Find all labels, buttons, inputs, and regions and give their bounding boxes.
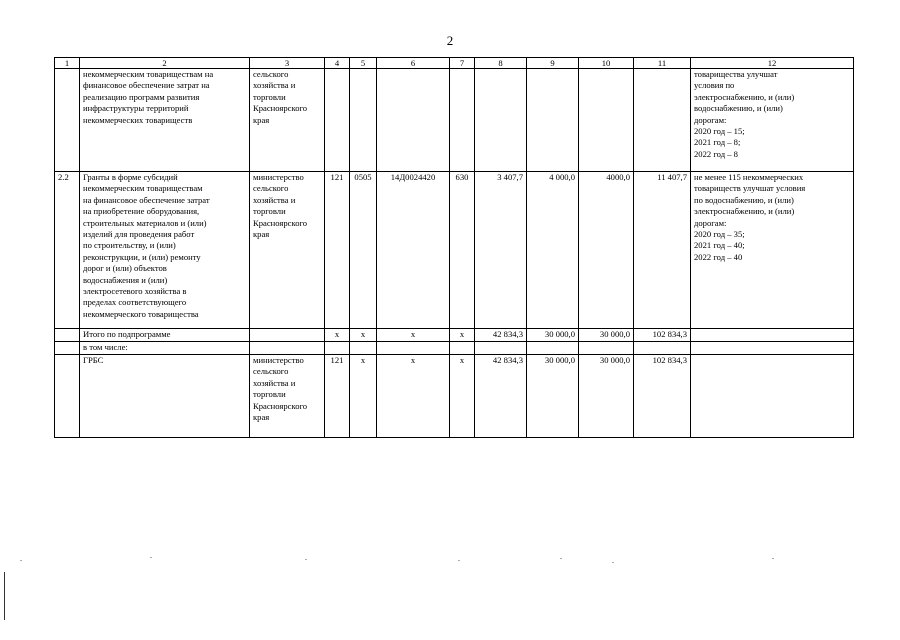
cell-c8: 42 834,3 (475, 355, 527, 438)
cell-c5: x (350, 355, 377, 438)
cell-number: 2.2 (55, 172, 80, 329)
cell-organization-line: Красноярского (253, 103, 308, 114)
cell-description-line: Гранты в форме субсидий (83, 172, 178, 182)
cell-c6: x (377, 329, 450, 342)
cell-c6 (377, 69, 450, 172)
table-row-including (55, 342, 854, 355)
cell-number (55, 329, 80, 342)
cell-c11 (634, 69, 691, 172)
header-cell: 7 (450, 58, 475, 69)
cell-c8: 42 834,3 (475, 329, 527, 342)
cell-number (55, 355, 80, 438)
scan-speck (458, 560, 460, 561)
cell-organization-line: министерство (253, 355, 304, 365)
cell-c11: 102 834,3 (634, 329, 691, 342)
header-row (55, 58, 854, 69)
cell-result-line: 2022 год – 40 (694, 251, 743, 262)
cell-organization (250, 342, 325, 355)
cell-organization-line: сельского (253, 366, 289, 377)
cell-result (691, 342, 854, 355)
cell-result (691, 172, 854, 329)
cell-result-line: 2020 год – 15; (694, 126, 745, 137)
header-cell: 8 (475, 58, 527, 69)
cell-organization-line: сельского (253, 69, 289, 79)
header-cell: 10 (579, 58, 634, 69)
table-row-grbs (55, 355, 854, 438)
cell-result-line: 2021 год – 40; (694, 240, 745, 251)
header-cell: 6 (377, 58, 450, 69)
cell-description-line: ГРБС (83, 355, 104, 365)
cell-description (80, 355, 250, 438)
cell-organization-line: края (253, 229, 270, 240)
cell-c7 (450, 69, 475, 172)
cell-result (691, 69, 854, 172)
cell-description (80, 172, 250, 329)
cell-c4 (325, 69, 350, 172)
cell-c4: x (325, 329, 350, 342)
cell-organization-line: Красноярского (253, 400, 308, 411)
cell-result-line: 2021 год – 8; (694, 137, 741, 148)
cell-c10: 4000,0 (579, 172, 634, 329)
cell-result-line: 2020 год – 35; (694, 229, 745, 240)
cell-c4: 121 (325, 355, 350, 438)
cell-description-line: реализацию программ развития (83, 91, 200, 102)
cell-description (80, 69, 250, 172)
cell-description-line: в том числе: (83, 342, 128, 352)
cell-c5 (350, 342, 377, 355)
page-number: 2 (446, 33, 454, 48)
cell-number (55, 342, 80, 355)
cell-c7: x (450, 329, 475, 342)
cell-c8 (475, 342, 527, 355)
cell-description-line: некоммерческим товариществам на (83, 69, 214, 79)
cell-result-line: 2022 год – 8 (694, 148, 738, 159)
scan-speck (150, 557, 152, 558)
cell-organization-line: торговли (253, 91, 286, 102)
cell-c11: 11 407,7 (634, 172, 691, 329)
cell-result-line: водоснабжению, и (или) (694, 103, 783, 114)
cell-description-line: на финансовое обеспечение затрат (83, 194, 210, 205)
cell-number (55, 69, 80, 172)
cell-organization-line: хозяйства и (253, 194, 296, 205)
cell-c7: 630 (450, 172, 475, 329)
table-row-row-2-2 (55, 172, 854, 329)
cell-description-line: некоммерческим товариществам (83, 183, 203, 194)
scan-speck (772, 558, 774, 559)
cell-description (80, 342, 250, 355)
cell-c5: 0505 (350, 172, 377, 329)
cell-organization-line: хозяйства и (253, 80, 296, 91)
header-cell: 4 (325, 58, 350, 69)
cell-description-line: некоммерческих товариществ (83, 114, 193, 125)
cell-c6: 14Д0024420 (377, 172, 450, 329)
cell-c10 (579, 342, 634, 355)
cell-result (691, 355, 854, 438)
cell-organization-line: сельского (253, 183, 289, 194)
cell-description-line: некоммерческого товарищества (83, 308, 199, 319)
cell-organization-line: торговли (253, 389, 286, 400)
scan-speck (20, 560, 22, 561)
cell-organization (250, 69, 325, 172)
cell-result-line: товариществ улучшат условия (694, 183, 806, 194)
cell-result-line: электроснабжению, и (или) (694, 206, 795, 217)
cell-result-line: электроснабжению, и (или) (694, 91, 795, 102)
cell-c6 (377, 342, 450, 355)
cell-c7: x (450, 355, 475, 438)
header-cell: 11 (634, 58, 691, 69)
cell-result-line: не менее 115 некоммерческих (694, 172, 804, 182)
cell-organization (250, 329, 325, 342)
cell-c10 (579, 69, 634, 172)
cell-c4: 121 (325, 172, 350, 329)
cell-result-line: дорогам: (694, 217, 727, 228)
cell-description-line: финансовое обеспечение затрат на (83, 80, 210, 91)
cell-c9 (527, 342, 579, 355)
cell-organization-line: министерство (253, 172, 304, 182)
budget-table (54, 57, 854, 438)
header-cell: 5 (350, 58, 377, 69)
header-cell: 12 (691, 58, 854, 69)
cell-description-line: реконструкции, и (или) ремонту (83, 251, 201, 262)
cell-c7 (450, 342, 475, 355)
cell-organization-line: края (253, 114, 270, 125)
scan-edge-line (4, 572, 5, 620)
cell-result-line: по водоснабжению, и (или) (694, 194, 794, 205)
cell-result (691, 329, 854, 342)
cell-description-line: электросетевого хозяйства в (83, 286, 187, 297)
cell-c4 (325, 342, 350, 355)
cell-organization (250, 355, 325, 438)
table-row-total (55, 329, 854, 342)
cell-description-line: инфраструктуры территорий (83, 103, 189, 114)
cell-organization (250, 172, 325, 329)
cell-result-line: условия по (694, 80, 735, 91)
cell-c5: x (350, 329, 377, 342)
cell-result-line: товарищества улучшат (694, 69, 778, 79)
header-cell: 3 (250, 58, 325, 69)
cell-description-line: водоснабжения и (или) (83, 274, 168, 285)
cell-c11 (634, 342, 691, 355)
cell-description-line: по строительству, и (или) (83, 240, 176, 251)
scan-speck (305, 559, 307, 560)
cell-c5 (350, 69, 377, 172)
cell-c11: 102 834,3 (634, 355, 691, 438)
scan-speck (612, 562, 614, 563)
cell-description-line: изделий для проведения работ (83, 229, 195, 240)
cell-result-line: дорогам: (694, 114, 727, 125)
cell-c10: 30 000,0 (579, 355, 634, 438)
cell-description-line: на приобретение оборудования, (83, 206, 200, 217)
header-cell: 1 (55, 58, 80, 69)
cell-c9 (527, 69, 579, 172)
scan-speck (560, 558, 562, 559)
header-cell: 2 (80, 58, 250, 69)
cell-description-line: пределах соответствующего (83, 297, 187, 308)
table-row-continuation (55, 69, 854, 172)
cell-c9: 30 000,0 (527, 355, 579, 438)
cell-c9: 4 000,0 (527, 172, 579, 329)
cell-c8: 3 407,7 (475, 172, 527, 329)
header-cell: 9 (527, 58, 579, 69)
cell-description (80, 329, 250, 342)
cell-c10: 30 000,0 (579, 329, 634, 342)
cell-organization-line: хозяйства и (253, 377, 296, 388)
cell-c9: 30 000,0 (527, 329, 579, 342)
cell-description-line: Итого по подпрограмме (83, 329, 171, 339)
cell-organization-line: края (253, 412, 270, 423)
cell-organization-line: торговли (253, 206, 286, 217)
cell-organization-line: Красноярского (253, 217, 308, 228)
cell-c6: x (377, 355, 450, 438)
cell-description-line: дорог и (или) объектов (83, 263, 167, 274)
cell-description-line: строительных материалов и (или) (83, 217, 207, 228)
cell-c8 (475, 69, 527, 172)
